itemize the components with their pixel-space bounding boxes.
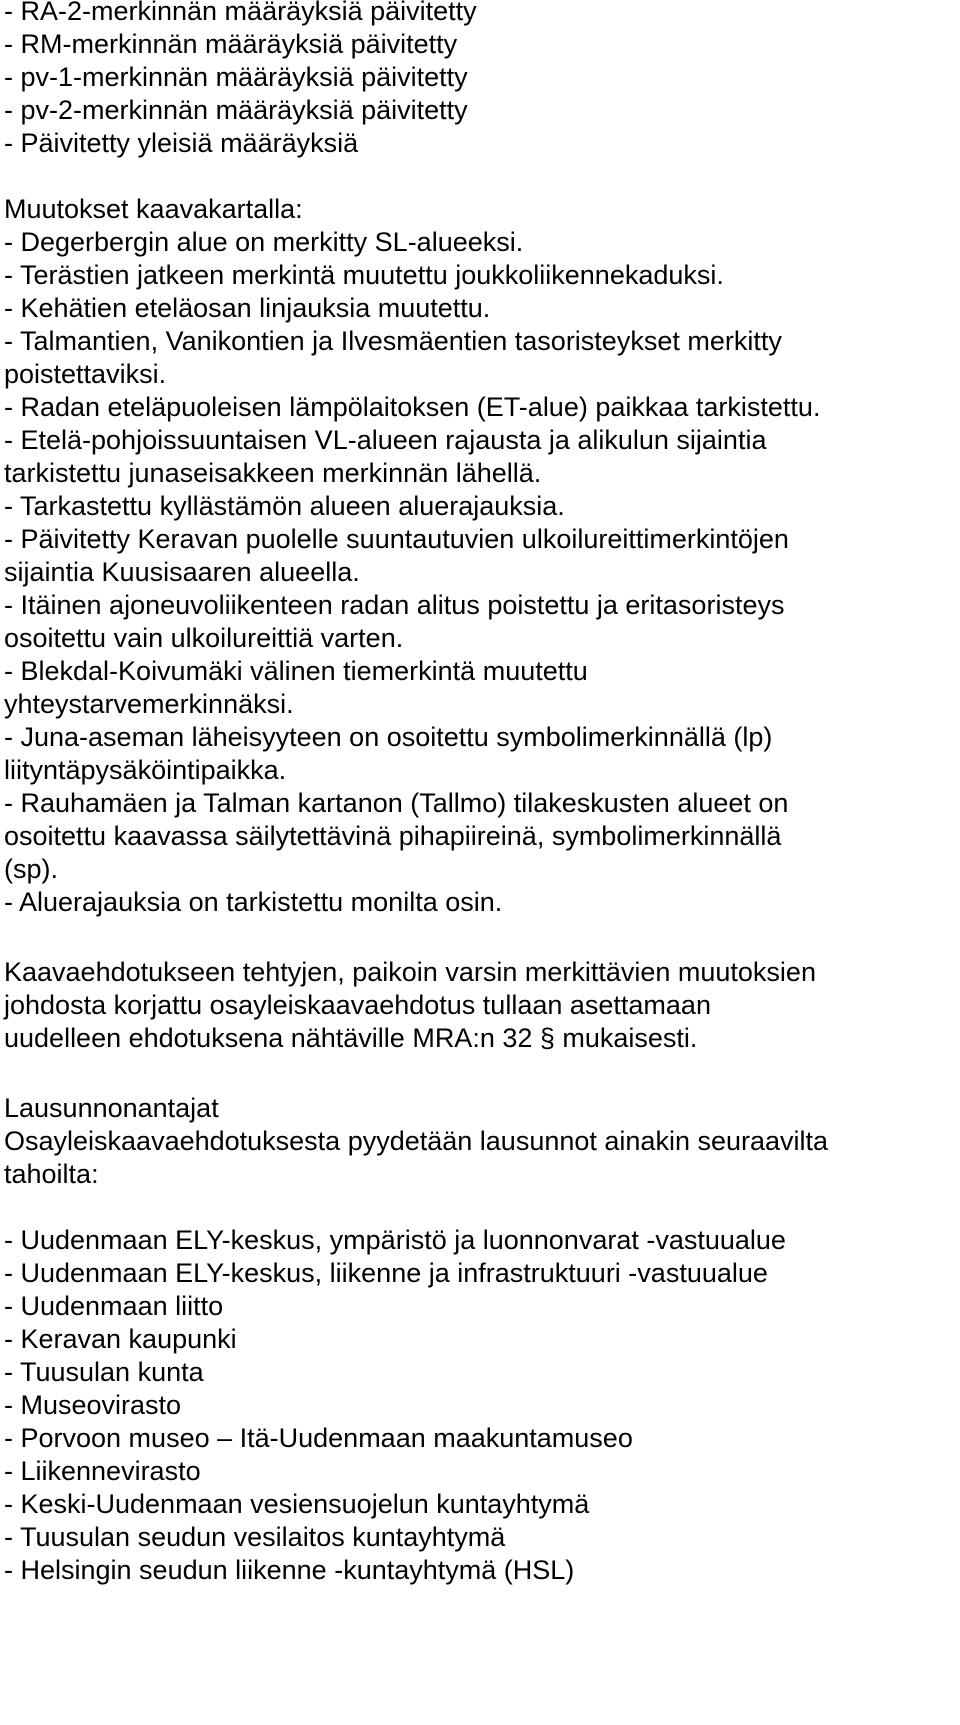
text-line: - Radan eteläpuoleisen lämpölaitoksen (ET-alue) paikkaa tarkistettu. — [4, 392, 821, 422]
text-line: - Aluerajauksia on tarkistettu monilta osin. — [4, 887, 503, 917]
text-line: - pv-1-merkinnän määräyksiä päivitetty — [4, 62, 468, 92]
list-item: - Keski-Uudenmaan vesiensuojelun kuntayhtymä — [4, 1489, 590, 1519]
text-line: - pv-2-merkinnän määräyksiä päivitetty — [4, 95, 468, 125]
spacer — [4, 1191, 954, 1224]
updates-list — [4, 0, 954, 160]
list-item: - Tuusulan kunta — [4, 1357, 204, 1387]
text-line: osoitettu vain ulkoilureittiä varten. — [4, 623, 404, 653]
text-line: yhteystarvemerkinnäksi. — [4, 689, 294, 719]
text-line: osoitettu kaavassa säilytettävinä pihapiireinä, symbolimerkinnällä — [4, 821, 782, 851]
document-page — [4, 0, 954, 1587]
intro-line: tahoilta: — [4, 1159, 99, 1189]
text-line: - Päivitetty Keravan puolelle suuntautuvien ulkoilureittimerkintöjen — [4, 524, 789, 554]
text-line: - Degerbergin alue on merkitty SL-alueeksi. — [4, 227, 524, 257]
paragraph-line: johdosta korjattu osayleiskaavaehdotus tullaan asettamaan — [4, 990, 711, 1020]
text-line: - Päivitetty yleisiä määräyksiä — [4, 128, 359, 158]
text-line: - Tarkastettu kyllästämön alueen aluerajauksia. — [4, 491, 565, 521]
text-line: - Rauhamäen ja Talman kartanon (Tallmo) tilakeskusten alueet on — [4, 788, 789, 818]
list-item: - Museovirasto — [4, 1390, 182, 1420]
text-line: - Talmantien, Vanikontien ja Ilvesmäentien tasoristeykset merkitty — [4, 326, 782, 356]
text-line: - RM-merkinnän määräyksiä päivitetty — [4, 29, 458, 59]
list-item: - Uudenmaan ELY-keskus, liikenne ja infrastruktuuri -vastuualue — [4, 1258, 768, 1288]
text-line: - Terästien jatkeen merkintä muutettu joukkoliikennekaduksi. — [4, 260, 724, 290]
spacer — [4, 1055, 954, 1092]
text-line: - Blekdal-Koivumäki välinen tiemerkintä muutettu — [4, 656, 588, 686]
text-line: - Kehätien eteläosan linjauksia muutettu. — [4, 293, 491, 323]
spacer — [4, 160, 954, 193]
text-line: sijaintia Kuusisaaren alueella. — [4, 557, 360, 587]
text-line: - Etelä-pohjoissuuntaisen VL-alueen rajausta ja alikulun sijaintia — [4, 425, 767, 455]
list-item: - Keravan kaupunki — [4, 1324, 237, 1354]
paragraph-line: uudelleen ehdotuksena nähtäville MRA:n 32 § mukaisesti. — [4, 1023, 698, 1053]
text-line: poistettaviksi. — [4, 359, 167, 389]
statements-section — [4, 1092, 954, 1587]
section-heading: Lausunnonantajat — [4, 1093, 219, 1123]
text-line: tarkistettu junaseisakkeen merkinnän lähellä. — [4, 458, 542, 488]
map-changes-section — [4, 193, 954, 919]
text-line: - Juna-aseman läheisyyteen on osoitettu symbolimerkinnällä (lp) — [4, 722, 773, 752]
section-heading: Muutokset kaavakartalla: — [4, 194, 303, 224]
list-item: - Tuusulan seudun vesilaitos kuntayhtymä — [4, 1522, 506, 1552]
spacer — [4, 919, 954, 956]
text-line: - RA-2-merkinnän määräyksiä päivitetty — [4, 0, 477, 26]
text-line: (sp). — [4, 854, 58, 884]
text-line: liityntäpysäköintipaikka. — [4, 755, 287, 785]
text-line: - Itäinen ajoneuvoliikenteen radan alitus poistettu ja eritasoristeys — [4, 590, 785, 620]
list-item: - Porvoon museo – Itä-Uudenmaan maakuntamuseo — [4, 1423, 633, 1453]
list-item: - Helsingin seudun liikenne -kuntayhtymä (HSL) — [4, 1555, 575, 1585]
paragraph-line: Kaavaehdotukseen tehtyjen, paikoin varsin merkittävien muutoksien — [4, 957, 816, 987]
intro-line: Osayleiskaavaehdotuksesta pyydetään lausunnot ainakin seuraavilta — [4, 1126, 829, 1156]
list-item: - Liikennevirasto — [4, 1456, 201, 1486]
statement-givers-list — [4, 1224, 954, 1587]
list-item: - Uudenmaan ELY-keskus, ympäristö ja luonnonvarat -vastuualue — [4, 1225, 786, 1255]
list-item: - Uudenmaan liitto — [4, 1291, 224, 1321]
proposal-paragraph — [4, 956, 954, 1055]
